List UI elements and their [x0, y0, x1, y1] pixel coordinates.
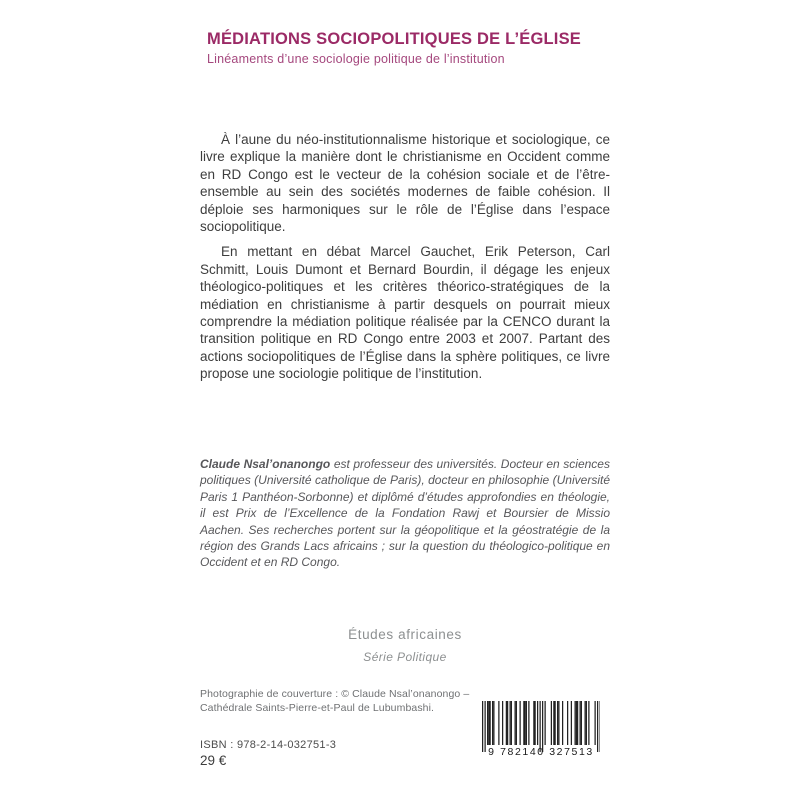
title-block [207, 30, 627, 66]
author-bio-text: est professeur des universités. Docteur en sciences politiques (Université catholique de Paris), docteur en philosophie (Université Paris 1 Panthéon-Sorbonne) et diplômé d’études approfondies en théologie, il est Prix de l’Excellence de la Fondation Rawj et Boursier de Missio Aachen. Ses recherches portent sur la géopolitique et la géostratégie de la région des Grands Lacs africains ; sur la question du théologico-politique en Occident et en RD Congo. [200, 457, 610, 570]
photo-credit-line-1: Photographie de couverture : © Claude Nsal’onanongo – [200, 688, 470, 700]
collection-name: Études africaines [348, 627, 462, 642]
ean13-barcode [478, 701, 604, 758]
synopsis-paragraph-1: À l’aune du néo-institutionnalisme historique et sociologique, ce livre explique la manière dont le christianisme en Occident comme en RD Congo est le vecteur de la cohésion sociale et de l’être-ensemble au sein des sociétés modernes de faible cohésion. Il déploie ses harmoniques sur le rôle de l’Église dans l’espace sociopolitique. [200, 132, 610, 235]
price: 29 € [200, 753, 227, 768]
synopsis-paragraph-2: En mettant en débat Marcel Gauchet, Erik Peterson, Carl Schmitt, Louis Dumont et Bernard Bourdin, il dégage les enjeux théologico-politiques et les critères théorico-stratégiques de la médiation en christianisme à partir desquels on pourrait mieux comprendre la médiation politique réalisée par la CENCO durant la transition politique en RD Congo entre 2003 et 2007. Partant des actions sociopolitiques de l’Église dans la sphère politiques, ce livre propose une sociologie politique de l’institution. [200, 244, 610, 382]
barcode-bars [482, 701, 601, 752]
isbn: ISBN : 978-2-14-032751-3 [200, 739, 337, 751]
author-name: Claude Nsal’onanongo [200, 457, 331, 471]
synopsis [200, 131, 610, 383]
photo-credit-line-2: Cathédrale Saints-Pierre-et-Paul de Lubumbashi. [200, 701, 435, 714]
collection-series: Série Politique [363, 650, 447, 664]
book-subtitle: Linéaments d’une sociologie politique de l’institution [207, 52, 505, 66]
author-bio [200, 456, 610, 571]
book-title: MÉDIATIONS SOCIOPOLITIQUES DE L’ÉGLISE [207, 30, 581, 48]
collection-block [200, 627, 610, 664]
barcode-digits: 9 782140 327513 [488, 746, 594, 758]
